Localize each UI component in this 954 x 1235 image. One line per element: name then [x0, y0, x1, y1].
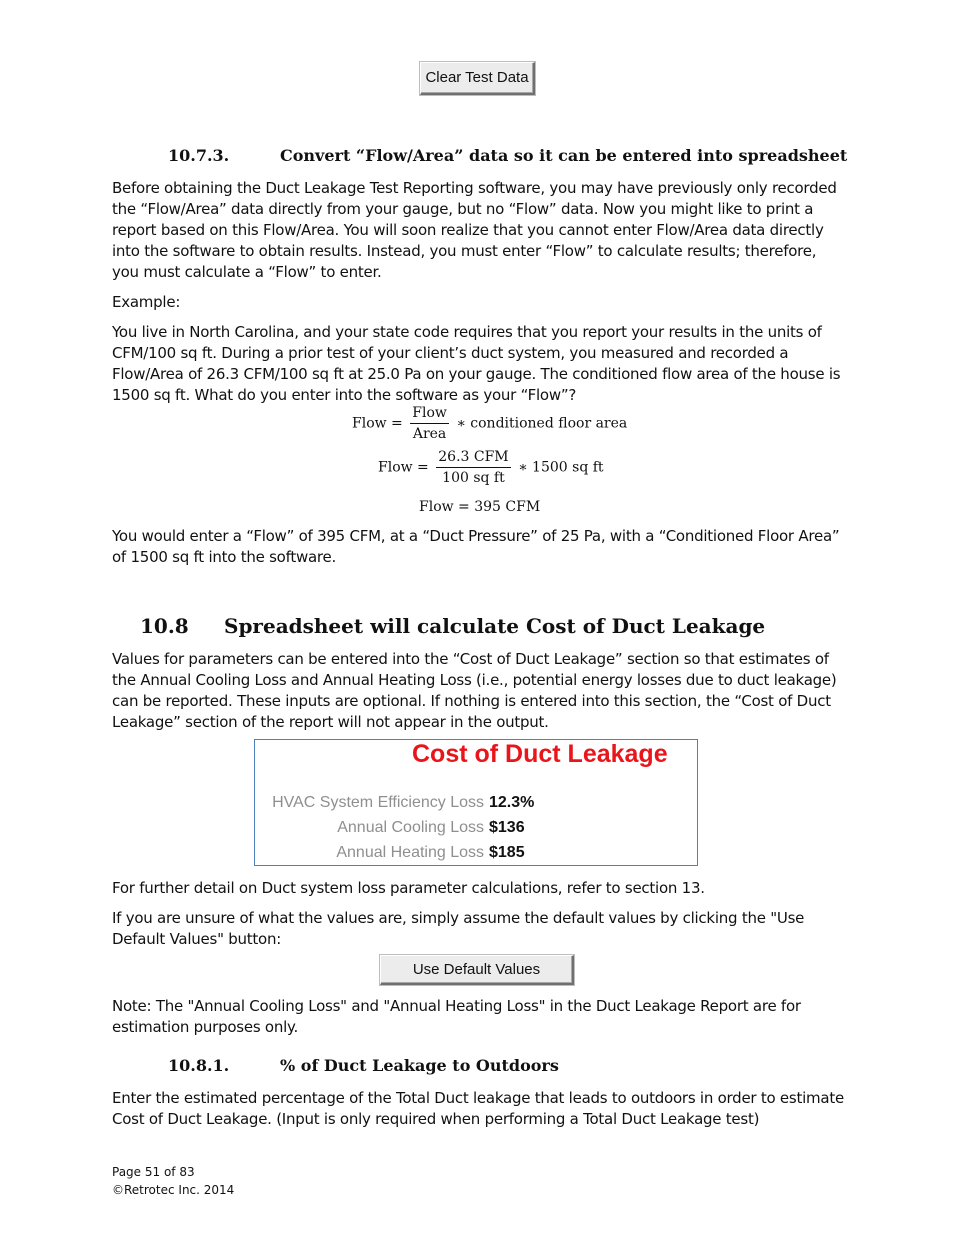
section-10-7-3-heading [168, 146, 847, 165]
equation-3: Flow = 395 CFM [419, 499, 541, 515]
cost-label: Annual Cooling Loss [337, 819, 484, 836]
equation-1 [352, 404, 627, 443]
cost-label: Annual Heating Loss [336, 844, 484, 861]
denominator: 100 sq ft [442, 470, 505, 486]
paragraph: If you are unsure of what the values are, simply assume the default values by clicking the "Use Default Values" button: [112, 909, 805, 948]
equation-rhs: ∗ conditioned floor area [456, 415, 628, 432]
paragraph: Enter the estimated percentage of the Total Duct leakage that leads to outdoors in order to estimate Cost of Duct Leakage. (Input is only required when performing a Total Duct Leakage test) [112, 1089, 844, 1128]
cost-panel-title: Cost of Duct Leakage [412, 740, 668, 768]
clear-test-data-button[interactable]: Clear Test Data [420, 62, 535, 95]
numerator: 26.3 CFM [436, 448, 510, 468]
equation-2 [378, 448, 604, 487]
paragraph: You live in North Carolina, and your state code requires that you report your results in the units of CFM/100 sq ft. During a prior test of your client’s duct system, you measured and recorded a Flow/Area of 26.3 CFM/100 sq ft at 25.0 Pa on your gauge. The conditioned flow area of the house is 1500 sq ft. What do you enter into the software as your “Flow”? [112, 323, 841, 404]
fraction [436, 448, 510, 487]
use-default-values-button[interactable]: Use Default Values [380, 955, 574, 985]
cost-value: $136 [489, 819, 525, 836]
section-number: 10.7.3. [168, 146, 230, 165]
section-number: 10.8 [140, 614, 189, 638]
fraction [410, 404, 449, 443]
denominator: Area [412, 426, 447, 442]
paragraph: For further detail on Duct system loss parameter calculations, refer to section 13. [112, 879, 705, 897]
numerator: Flow [410, 404, 449, 424]
section-10-8-heading [140, 614, 765, 638]
section-number: 10.8.1. [168, 1056, 230, 1075]
equation-lhs: Flow = [378, 459, 429, 476]
cost-label: HVAC System Efficiency Loss [272, 794, 484, 811]
paragraph: Before obtaining the Duct Leakage Test Reporting software, you may have previously only recorded the “Flow/Area” data directly from your gauge, but no “Flow” data. Now you might like to print a report based on this Flow/Area. You will soon realize that you cannot enter Flow/Area data directly into the software to obtain results. Instead, you must enter “Flow” to calculate results; therefore, you must calculate a “Flow” to enter. [112, 179, 837, 281]
equation-rhs: ∗ 1500 sq ft [518, 459, 604, 476]
cost-value: 12.3% [489, 794, 535, 811]
section-title: % of Duct Leakage to Outdoors [280, 1056, 559, 1075]
section-title: Convert “Flow/Area” data so it can be entered into spreadsheet [280, 146, 848, 165]
section-10-8-1-heading [168, 1056, 559, 1075]
page-number: Page 51 of 83 [112, 1165, 195, 1179]
paragraph: You would enter a “Flow” of 395 CFM, at a “Duct Pressure” of 25 Pa, with a “Conditioned Floor Area” of 1500 sq ft into the software. [112, 527, 840, 566]
paragraph: Values for parameters can be entered into the “Cost of Duct Leakage” section so that estimates of the Annual Cooling Loss and Annual Heating Loss (i.e., potential energy losses due to duct leakage) can be reported. These inputs are optional. If nothing is entered into this section, the “Cost of Duct Leakage” section of the report will not appear in the output. [112, 650, 837, 731]
copyright: ©Retrotec Inc. 2014 [112, 1183, 235, 1197]
note-paragraph: Note: The "Annual Cooling Loss" and "Annual Heating Loss" in the Duct Leakage Report are for estimation purposes only. [112, 997, 801, 1036]
section-title: Spreadsheet will calculate Cost of Duct Leakage [224, 614, 766, 638]
example-label: Example: [112, 293, 181, 311]
cost-value: $185 [489, 844, 525, 861]
equation-lhs: Flow = [352, 415, 403, 432]
